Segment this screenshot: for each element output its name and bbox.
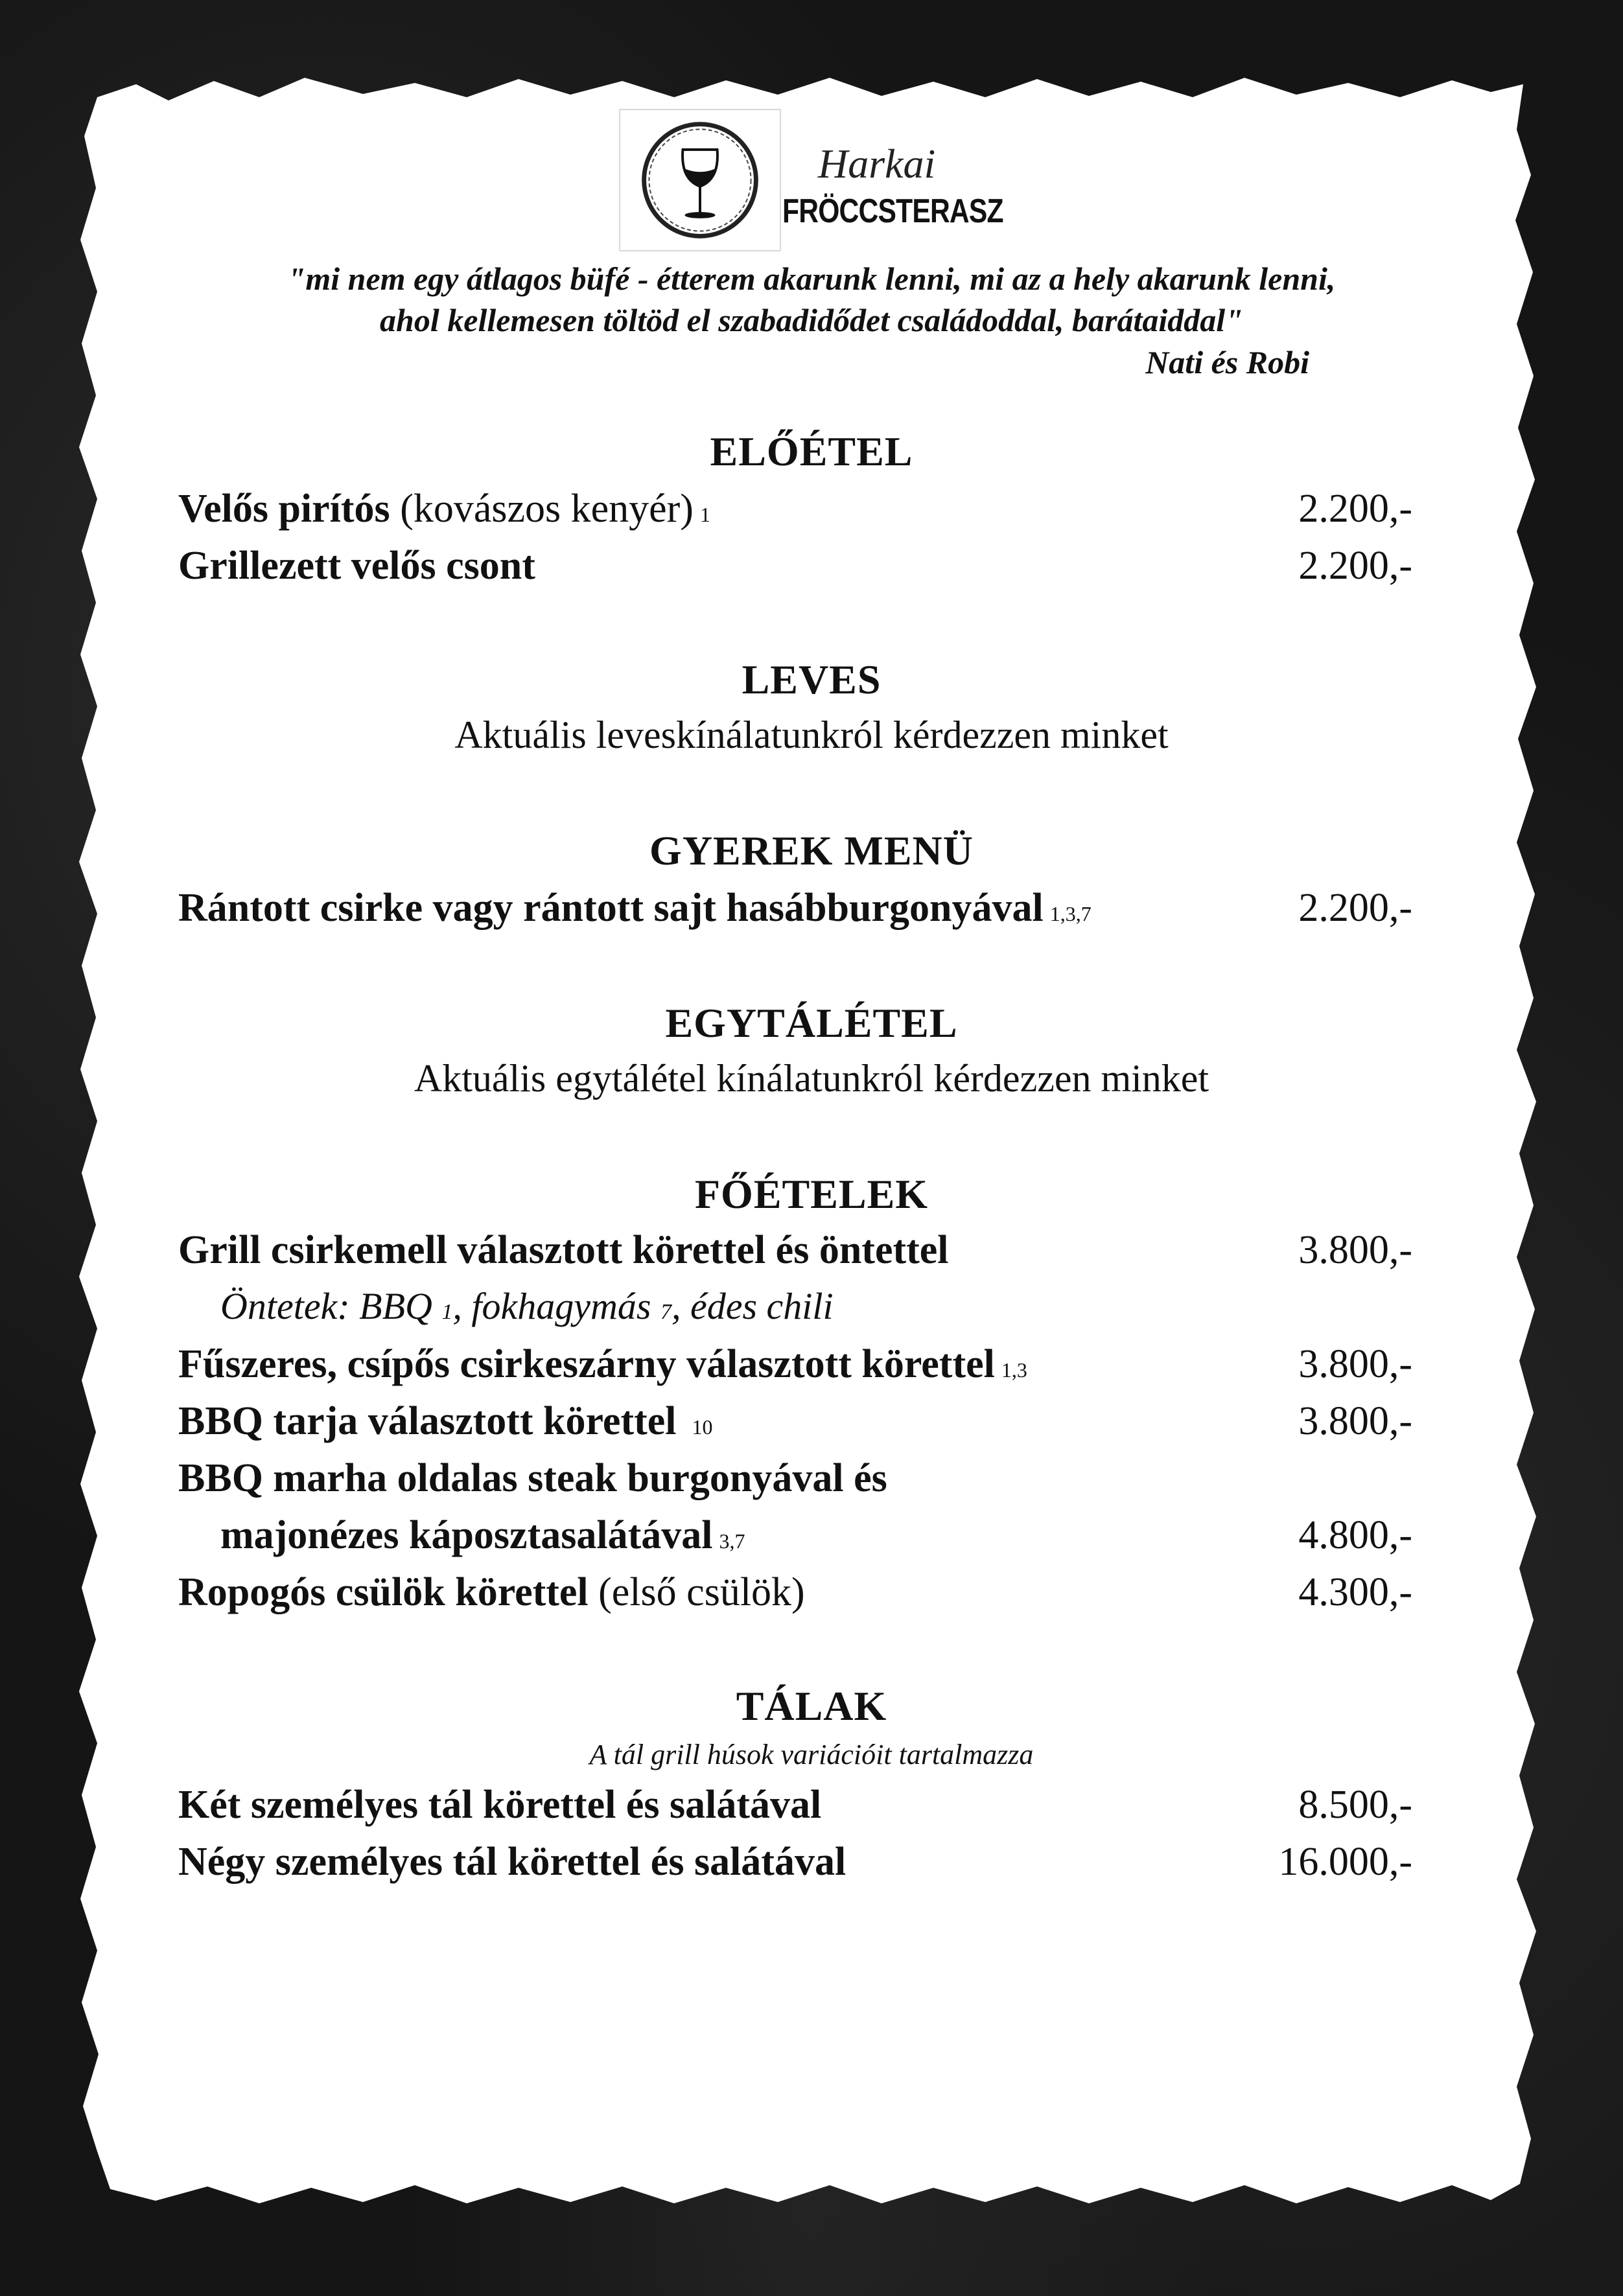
menu-item-price: 4.300,- (1298, 1570, 1412, 1614)
menu-item: BBQ marha oldalas steak burgonyával és (178, 1456, 887, 1500)
menu-item: Grill csirkemell választott körettel és öntettel (178, 1228, 949, 1272)
menu-item: BBQ tarja választott körettel 10 (178, 1399, 713, 1443)
section-title-egytal: EGYTÁLÉTEL (665, 1000, 958, 1046)
menu-item-price: 4.800,- (1298, 1513, 1412, 1557)
quote-line-1: "mi nem egy átlagos büfé - étterem akarunk lenni, mi az a hely akarunk lenni, (287, 261, 1336, 297)
logo (619, 109, 781, 251)
menu-item-price: 2.200,- (1298, 886, 1412, 930)
menu-item-price: 8.500,- (1298, 1783, 1412, 1827)
brand-name-top: Harkai (818, 141, 936, 187)
menu-item: Rántott csirke vagy rántott sajt hasábburgonyával 1,3,7 (178, 886, 1092, 930)
section-note-egytal: Aktuális egytálétel kínálatunkról kérdezzen minket (414, 1057, 1209, 1100)
menu-item: Fűszeres, csípős csirkeszárny választott körettel 1,3 (178, 1342, 1027, 1386)
menu-item-price: 3.800,- (1298, 1399, 1412, 1443)
section-note-leves: Aktuális leveskínálatunkról kérdezzen minket (454, 713, 1169, 756)
menu-item-price: 2.200,- (1298, 487, 1412, 531)
menu-item: Velős pirítós (kovászos kenyér) 1 (178, 487, 710, 531)
menu-item-price: 2.200,- (1298, 544, 1412, 588)
menu-item: Két személyes tál körettel és salátával (178, 1783, 822, 1827)
section-title-eloetel: ELŐÉTEL (710, 428, 913, 474)
menu-item: Grillezett velős csont (178, 544, 535, 588)
brand-name-bottom: FRÖCCSTERASZ (782, 192, 1003, 230)
menu-item-price: 3.800,- (1298, 1228, 1412, 1272)
section-title-gyerek: GYEREK MENÜ (649, 828, 974, 874)
menu-item-price: 16.000,- (1278, 1840, 1412, 1884)
section-title-leves: LEVES (741, 656, 882, 702)
section-title-talak: TÁLAK (736, 1683, 887, 1729)
section-subnote-talak: A tál grill húsok variációit tartalmazza (589, 1739, 1034, 1770)
section-title-foetelek: FŐÉTELEK (694, 1171, 929, 1217)
menu-item-continued: majonézes káposztasalátával 3,7 (220, 1513, 745, 1557)
menu-item: Négy személyes tál körettel és salátával (178, 1840, 847, 1884)
menu-item-price: 3.800,- (1298, 1342, 1412, 1386)
quote-author: Nati és Robi (1145, 344, 1309, 380)
dressing-options: Öntetek: BBQ 1, fokhagymás 7, édes chili (220, 1285, 834, 1327)
wine-glass-icon (620, 110, 780, 250)
menu-item: Ropogós csülök körettel (első csülök) (178, 1570, 805, 1614)
quote-line-2: ahol kellemesen töltöd el szabadidődet családoddal, barátaiddal" (380, 302, 1243, 338)
